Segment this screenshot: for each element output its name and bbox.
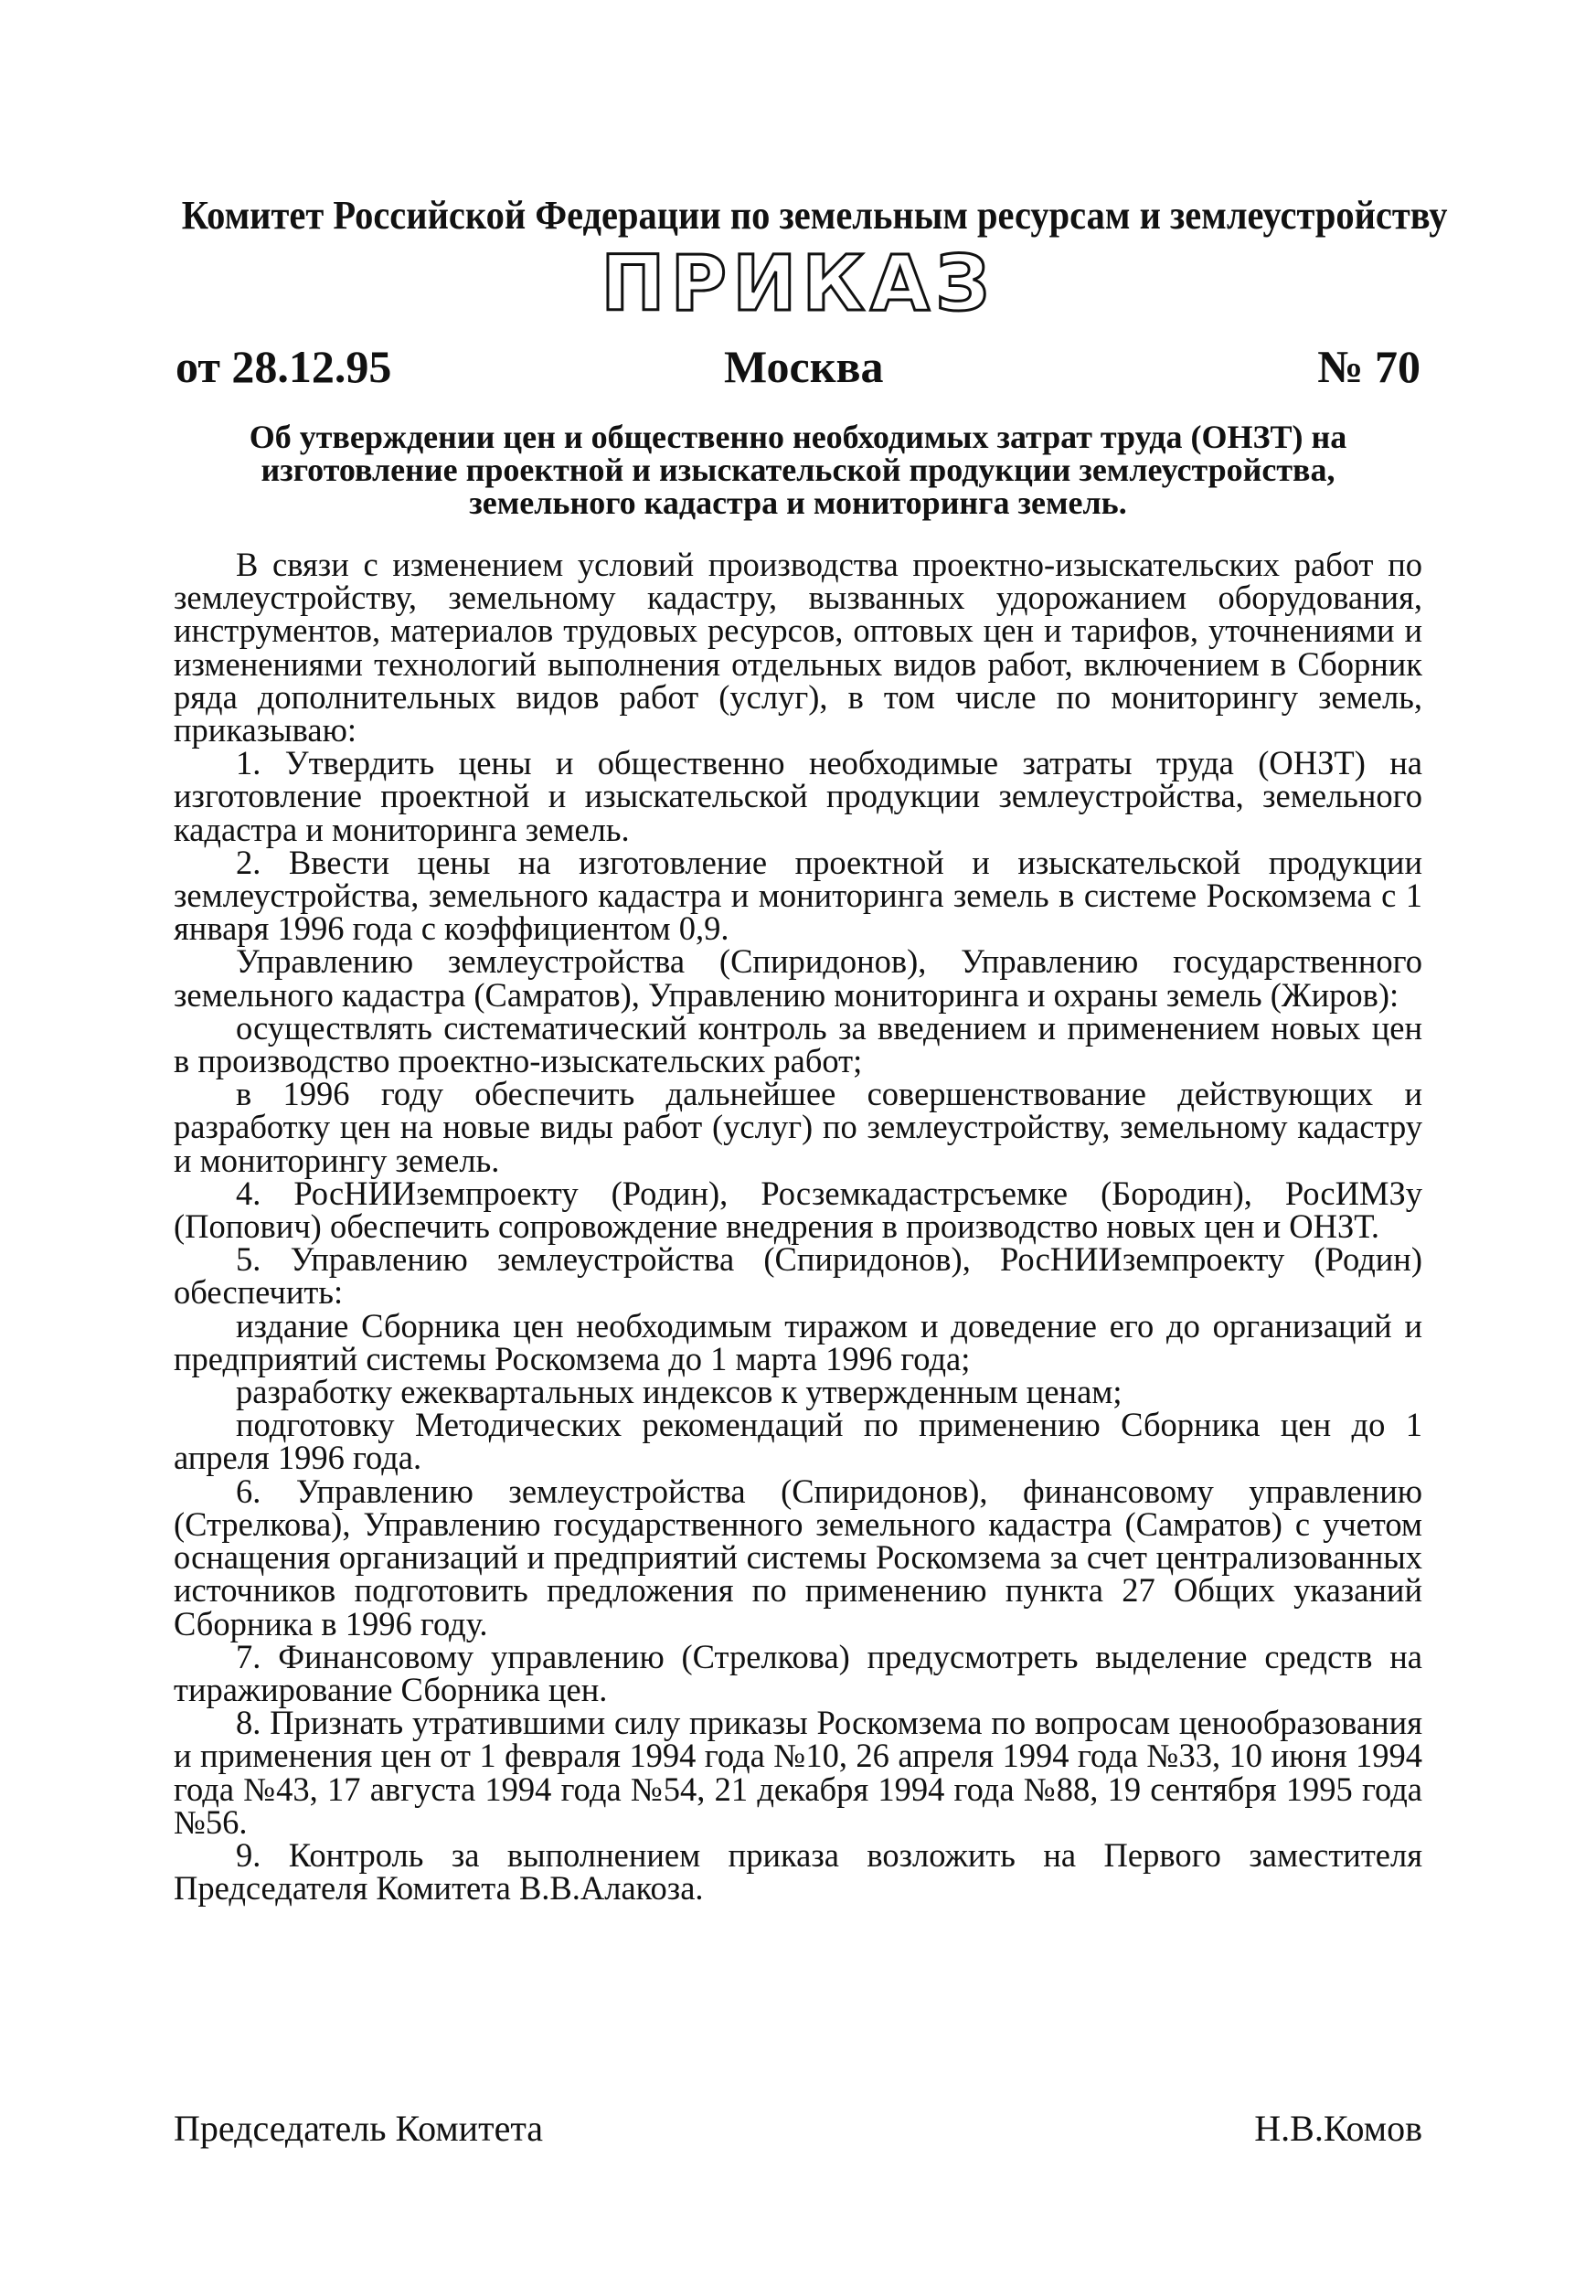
committee-name: Комитет Российской Федерации по земельным ресурсам и землеустройству [181, 193, 1448, 238]
body-paragraph: В связи с изменением условий производства проектно-изыскательских работ по землеустройству, земельному кадастру, вызванных удорожанием оборудования, инструментов, материалов трудовых ресурсов, оптовых цен и тарифов, уточнениями и изменениями технологий выполнения отдельных видов работ, включением в Сборник ряда дополнительных видов работ (услуг), в том числе по мониторингу земель, приказываю: [174, 546, 1422, 749]
body-paragraph: 9. Контроль за выполнением приказа возложить на Первого заместителя Председателя Комитета В.В.Алакоза. [174, 1835, 1422, 1908]
signature-block [174, 2107, 1422, 2152]
body-paragraph: 1. Утвердить цены и общественно необходимые затраты труда (ОНЗТ) на изготовление проектной и изыскательской продукции землеустройства, земельного кадастра и мониторинга земель. [174, 744, 1422, 848]
body-paragraph: 6. Управлению землеустройства (Спиридонов), финансовому управлению (Стрелкова), Управлению государственного земельного кадастра (Самратов) с учетом оснащения организаций и предприятий системы Роскомзема за счет централизованных источников подготовить предложения по применению пункта 27 Общих указаний Сборника в 1996 году. [174, 1472, 1422, 1642]
body-paragraph: разработку ежеквартальных индексов к утвержденным ценам; [236, 1373, 1123, 1411]
body-paragraph: 7. Финансовому управлению (Стрелкова) предусмотреть выделение средств на тиражирование Сборника цен. [174, 1637, 1422, 1708]
order-meta [176, 340, 1420, 395]
body-paragraph: 5. Управлению землеустройства (Спиридонов), РосНИИземпроекту (Родин) обеспечить: [174, 1240, 1422, 1312]
body-paragraph: 2. Ввести цены на изготовление проектной и изыскательской продукции землеустройства, земельного кадастра и мониторинга земель в системе Роскомзема с 1 января 1996 года с коэффициентом 0,9. [174, 843, 1422, 948]
document-type-heading: ПРИКАЗ [601, 239, 995, 328]
body-paragraph: 8. Признать утратившими силу приказы Роскомзема по вопросам ценообразования и применения цен от 1 февраля 1994 года №10, 26 апреля 1994 года №33, 10 июня 1994 года №43, 17 августа 1994 года №54, 21 декабря 1994 года №88, 19 сентября 1995 года №56. [174, 1704, 1422, 1841]
order-body [174, 546, 1422, 1908]
body-paragraph: в 1996 году обеспечить дальнейшее совершенствование действующих и разработку цен на новые виды работ (услуг) по землеустройству, земельному кадастру и мониторингу земель. [174, 1075, 1422, 1179]
body-paragraph: подготовку Методических рекомендаций по применению Сборника цен до 1 апреля 1996 года. [174, 1406, 1422, 1477]
order-title: Об утверждении цен и общественно необходимых затрат труда (ОНЗТ) на изготовление проектной и изыскательской продукции землеустройства, земельного кадастра и мониторинга земель. [249, 419, 1347, 521]
body-paragraph: 4. РосНИИземпроекту (Родин), Росземкадастрсъемке (Бородин), РосИМЗу (Попович) обеспечить сопровождение внедрения в производство новых цен и ОНЗТ. [174, 1174, 1422, 1246]
body-paragraph: осуществлять систематический контроль за введением и применением новых цен в производство проектно-изыскательских работ; [174, 1008, 1422, 1080]
order-number: № 70 [1317, 341, 1420, 392]
signatory-name: Н.В.Комов [1254, 2108, 1422, 2149]
order-date: от 28.12.95 [176, 341, 392, 392]
signatory-position: Председатель Комитета [174, 2108, 544, 2149]
order-city: Москва [724, 341, 884, 392]
body-paragraph: издание Сборника цен необходимым тиражом и доведение его до организаций и предприятий системы Роскомзема до 1 марта 1996 года; [174, 1306, 1422, 1377]
body-paragraph: Управлению землеустройства (Спиридонов), Управлению государственного земельного кадастра (Самратов), Управлению мониторинга и охраны земель (Жиров): [174, 942, 1422, 1014]
